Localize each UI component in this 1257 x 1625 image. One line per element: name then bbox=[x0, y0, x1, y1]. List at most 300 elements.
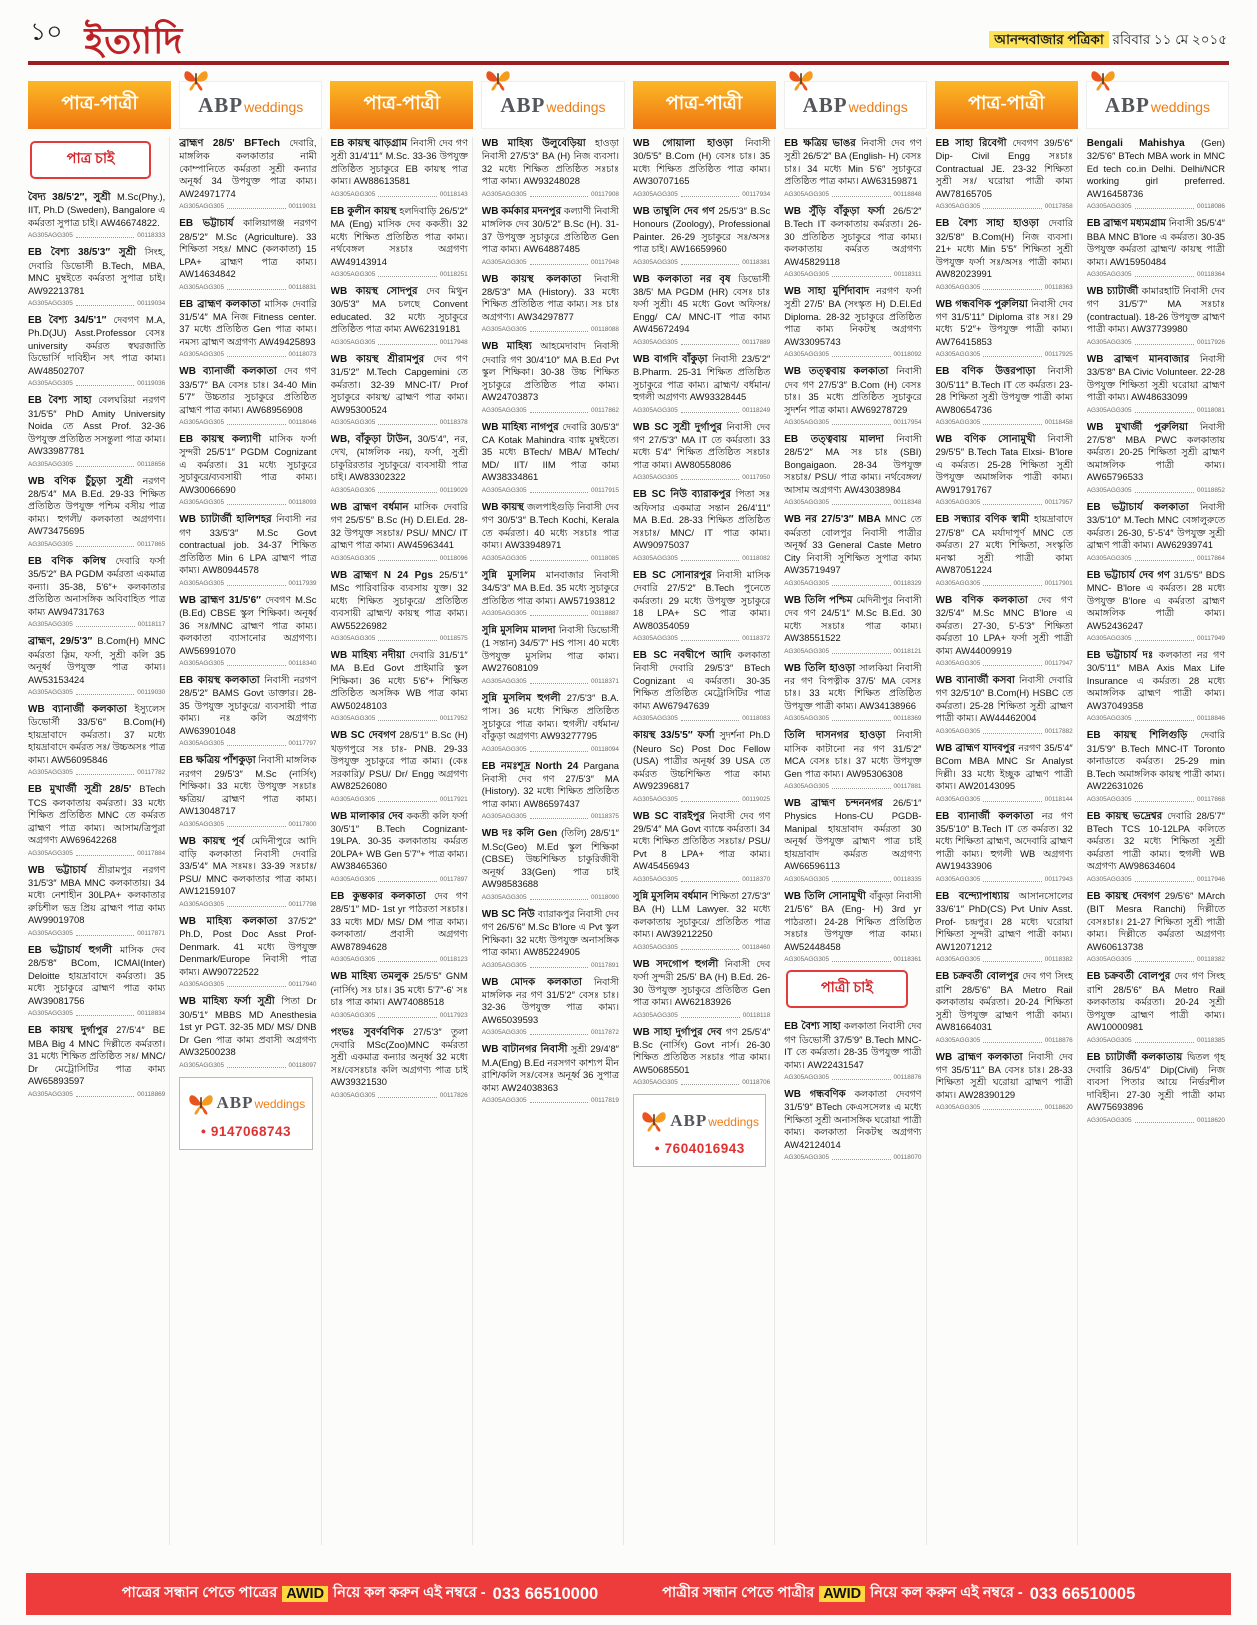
ad-serial-number: 00118121 bbox=[893, 647, 922, 655]
butterfly-icon bbox=[187, 1092, 215, 1116]
leader-dots bbox=[681, 196, 740, 197]
ad-serial-number: 00117819 bbox=[591, 1097, 619, 1105]
ad-text: WB, বাঁকুড়া টাউন, 30/5'4″, নর, দেখ, (মাঙ্গলিক নয়), ফর্সা, সুশ্রী চাকুরিরতার সুচাকুরে/ ব্যবসায়ী পাত্র চাই। AW83302322 bbox=[330, 433, 468, 483]
ad-serial-number: 00117782 bbox=[137, 769, 166, 777]
ad-agency-code: AG305AGG305 bbox=[1086, 486, 1132, 494]
leader-dots bbox=[378, 424, 437, 425]
ad-reference-line bbox=[28, 380, 165, 387]
ad-reference-line bbox=[482, 962, 619, 969]
ad-title: WB SC বারইপুর bbox=[633, 810, 710, 822]
ad-serial-number: 00118329 bbox=[893, 579, 922, 587]
classified-ad bbox=[28, 944, 165, 1017]
ad-title: EB SC সোনারপুর bbox=[633, 569, 717, 581]
ad-aw-code: AW45672494 bbox=[633, 323, 690, 335]
ad-text: EB SC নিউ ব্যারাকপুর পিতা সঃ অফিসার একমাত্র সন্তান 26/4'11″ MA B.Ed. 28-33 শিক্ষিত প্রতিষ্ঠিত সঃচাঃ/ MNC/ IT পাত্র কাম্য। AW90975037 bbox=[633, 488, 771, 551]
ad-agency-code: AG305AGG305 bbox=[784, 579, 830, 587]
classified-ad bbox=[633, 810, 770, 883]
abp-logo-text: ABP bbox=[802, 92, 848, 117]
ad-serial-number: 00118876 bbox=[893, 1074, 922, 1082]
classified-ad bbox=[331, 729, 468, 802]
ad-text: WB বণিক কলকাতা দেব গণ 32/5'4″ M.Sc MNC B'lore এ কর্মরত। 27-30, 5'-5'3″ শিক্ষিতা কর্মরতা 10 LPA+ ফর্সা সুশ্রী পাত্রী কাম্য AW44009919 bbox=[935, 593, 1073, 656]
ad-agency-code: AG305AGG305 bbox=[1086, 554, 1132, 562]
ad-aw-code: AW66596113 bbox=[784, 860, 841, 872]
ad-text: WB ব্যানার্জী কলকাতা ইস্যুলেস ডিভোর্সী 33/5'6″ B.Com(H) হায়দ্রাবাদে কর্মরতা। 37 মধ্যে হায়দ্রাবাদে কর্মরত সঃ/ উচ্চঅসঃ পাত্র কাম্য। AW56095846 bbox=[28, 703, 166, 765]
ad-aw-code: AW64887485 bbox=[523, 243, 580, 255]
ad-reference-line bbox=[1087, 796, 1225, 803]
weddings-logo-text: weddings bbox=[254, 1096, 306, 1111]
ad-agency-code: AG305AGG305 bbox=[633, 338, 678, 346]
classified-ad bbox=[331, 890, 468, 963]
ad-serial-number: 00119031 bbox=[288, 203, 317, 211]
groom-hotline-text: পাত্রের সন্ধান পেতে পাত্রের bbox=[121, 1585, 278, 1601]
ad-serial-number: 00117798 bbox=[288, 900, 317, 908]
ad-title: EB তত্ত্ববায় মালদা bbox=[784, 434, 897, 446]
ad-serial-number: 00117948 bbox=[439, 338, 468, 346]
classified-ad bbox=[331, 970, 468, 1018]
classified-ad bbox=[784, 365, 921, 426]
ad-reference-line bbox=[784, 876, 921, 883]
leader-dots bbox=[530, 1034, 589, 1035]
classified-ad bbox=[1087, 890, 1225, 963]
ad-title: EB কুলীন কায়স্থ bbox=[330, 205, 400, 217]
leader-dots bbox=[76, 1096, 135, 1097]
leader-dots bbox=[76, 305, 135, 306]
classified-ad bbox=[331, 810, 468, 883]
ad-reference-line bbox=[179, 284, 316, 291]
ad-agency-code: AG305AGG305 bbox=[481, 961, 527, 969]
ad-serial-number: 00118620 bbox=[1197, 1116, 1225, 1124]
ad-text: EB চক্রবর্তী বোলপুর দেব গণ সিংহ রাশি 28/5'6″ BA Metro Rail কলকাতায় কর্মরতা। 20-24 সুশ্রী উপযুক্ত ব্রাহ্মণ পাত্রী কাম্য। AW10000981 bbox=[1086, 970, 1225, 1033]
ad-serial-number: 00118364 bbox=[1197, 271, 1225, 279]
ad-text: WB ব্রাহ্মণ যাদবপুর নরগণ 35/5'4″ BCom MBA MNC Sr Analyst দিল্লী। 33 মধ্যে ইচ্ছুক ব্রাহ্মণ পাত্রী কাম্য। AW20143095 bbox=[935, 741, 1073, 792]
ad-serial-number: 00119029 bbox=[439, 486, 468, 494]
ad-reference-line bbox=[482, 259, 619, 266]
ad-agency-code: AG305AGG305 bbox=[1086, 1116, 1132, 1124]
leader-dots bbox=[983, 1042, 1042, 1043]
ad-title: EB ভট্টাচার্য bbox=[179, 218, 244, 230]
category-box-3: পাত্র-পাত্রী bbox=[330, 81, 473, 129]
leader-dots bbox=[1135, 208, 1195, 209]
ad-agency-code: AG305AGG305 bbox=[330, 635, 376, 643]
brand-box-2 bbox=[179, 81, 322, 129]
leader-dots bbox=[1135, 344, 1195, 345]
leader-dots bbox=[378, 961, 437, 962]
ad-agency-code: AG305AGG305 bbox=[28, 621, 73, 629]
ad-text: WB কর্মকার মদনপুর কল্যাণী নিবাসী মাঙ্গলিক দেব 30/5'2″ B.Sc (H). 31-37 উপযুক্ত সুচাকুরে প্রতিষ্ঠিত Gen পাত্র কাম্য। AW64887485 bbox=[481, 204, 619, 255]
ad-reference-line bbox=[784, 271, 921, 278]
section-header-box: পাত্রী চাই bbox=[786, 970, 907, 1008]
ad-title: WB বাটানগর নিবাসী bbox=[481, 1044, 571, 1056]
ad-serial-number: 00118831 bbox=[288, 283, 317, 291]
leader-dots bbox=[378, 492, 437, 493]
ad-reference-line bbox=[1087, 203, 1225, 210]
ad-reference-line bbox=[28, 689, 165, 696]
ad-agency-code: AG305AGG305 bbox=[179, 203, 225, 211]
ad-serial-number: 00117940 bbox=[288, 981, 317, 989]
ad-title: EB ভট্টাচার্য দঃ bbox=[1086, 650, 1159, 662]
category-box-7: পাত্র-পাত্রী bbox=[935, 81, 1078, 129]
leader-dots bbox=[530, 683, 589, 684]
ad-aw-code: AW90975037 bbox=[633, 539, 690, 551]
ad-reference-line bbox=[331, 876, 468, 883]
ad-serial-number: 00118118 bbox=[742, 1011, 771, 1019]
ad-text: EB ব্রাহ্মণ কলকাতা মাসিক দেবারি 31/5'4″ MA নিজ Fitness center. 37 মধ্যে প্রতিষ্ঠিত Gen পাত্র কাম্য। নমস্য ব্রাহ্মণ অগ্রগণ্য AW49425893 bbox=[179, 297, 317, 347]
ad-serial-number: 00117949 bbox=[1197, 635, 1225, 643]
ad-serial-number: 00118846 bbox=[1197, 715, 1225, 723]
classified-ad bbox=[28, 394, 165, 467]
ad-reference-line bbox=[784, 580, 921, 587]
abp-weddings-promo-box bbox=[179, 1077, 312, 1150]
ad-title: WB বণিক সোনামুখী bbox=[935, 434, 1048, 446]
ad-reference-line bbox=[633, 191, 770, 198]
category-box-1: পাত্র-পাত্রী bbox=[28, 81, 171, 129]
ad-serial-number: 00118887 bbox=[591, 610, 619, 618]
ad-aw-code: AW93277795 bbox=[540, 730, 598, 742]
ad-aw-code: AW22431547 bbox=[807, 1058, 864, 1070]
ad-text: WB সুঁড়ি বাঁকুড়া ফর্সা 26/5'2″ B.Tech IT কলকাতায় কর্মরতা। 26-30 প্রতিষ্ঠিত সুচাকুরে পাত্র কাম্য। কলকাতায় কর্মরত অগ্রগণ্য AW45829118 bbox=[784, 204, 922, 267]
ad-agency-code: AG305AGG305 bbox=[784, 499, 830, 507]
classified-ad bbox=[482, 137, 619, 198]
ad-serial-number: 00118382 bbox=[1044, 956, 1073, 964]
ad-text: সুন্নি মুসলিম মানবাজার নিবাসী 34/5'3″ MA B.Ed. 35 মধ্যে সুচাকুরে প্রতিষ্ঠিত পাত্র কাম্য। AW57193812 bbox=[481, 568, 619, 606]
ad-text: তিলি দাসনগর হাওড়া নিবাসী মাসিক কাটানো নর গণ 31/5'2″ MCA বেসঃ চাঃ। 37 মধ্যে উপযুক্ত Gen পাত্র কাম্য। AW95306308 bbox=[784, 729, 922, 779]
classified-ad bbox=[482, 760, 619, 821]
ad-agency-code: AG305AGG305 bbox=[935, 579, 981, 587]
ad-aw-code: AW32500238 bbox=[179, 1046, 236, 1058]
awid-badge: AWID bbox=[819, 1586, 865, 1602]
ad-serial-number: 00117891 bbox=[591, 961, 619, 969]
leader-dots bbox=[76, 1015, 135, 1016]
ad-serial-number: 00118378 bbox=[439, 419, 468, 427]
classified-ad bbox=[482, 569, 619, 617]
ad-serial-number: 00118070 bbox=[893, 1154, 922, 1162]
leader-dots bbox=[1135, 1042, 1195, 1043]
ad-agency-code: AG305AGG305 bbox=[784, 190, 830, 198]
weddings-logo-text: weddings bbox=[848, 98, 908, 115]
ad-text: EB কায়স্থ কল্যাণী মাসিক ফর্সা সুন্দরী 25/5'1″ PGDM Cognizant এ কর্মরতা। 31 মধ্যে সুচাকুরে সুচাকুরে/ব্যবসায়ী পাত্র কাম্য। AW30066690 bbox=[179, 433, 317, 495]
classified-ad bbox=[633, 569, 770, 642]
ad-serial-number: 00117939 bbox=[288, 579, 317, 587]
classified-ad bbox=[1087, 137, 1225, 210]
ad-reference-line bbox=[331, 715, 468, 722]
ad-reference-line bbox=[331, 796, 468, 803]
ad-aw-code: AW85224905 bbox=[523, 946, 580, 958]
classified-ad bbox=[633, 729, 770, 802]
ad-text: WB মোদক কলকাতা নিবাসী মাঙ্গলিক নর গণ 31/5'2″ বেসঃ চাঃ। 32-36 উপযুক্ত পাত্র কাম্য। AW65039593 bbox=[481, 975, 619, 1025]
butterfly-icon bbox=[640, 1109, 668, 1133]
ad-reference-line bbox=[28, 930, 165, 937]
ad-aw-code: AW45456943 bbox=[633, 860, 690, 872]
leader-dots bbox=[227, 745, 286, 746]
ad-reference-line bbox=[482, 407, 619, 414]
paper-info bbox=[989, 29, 1227, 57]
ad-serial-number: 00117897 bbox=[439, 875, 468, 883]
ad-agency-code: AG305AGG305 bbox=[935, 419, 981, 427]
ad-aw-code: AW68956908 bbox=[246, 403, 303, 415]
ad-title: WB ভট্টাচার্য bbox=[28, 864, 98, 876]
classified-ad bbox=[784, 662, 921, 723]
ad-reference-line bbox=[331, 191, 468, 198]
ad-text: EB ক্ষত্রিয় ভাঙর নিবাসী দেব গণ সুশ্রী 26/5'2″ BA (English- H) বেসঃ চাঃ। 34 মধ্যে Min 5'6″ সুচাকুরে প্রতিষ্ঠিত পাত্র কাম্য। AW63159871 bbox=[784, 137, 922, 187]
abp-logo-text: ABP bbox=[500, 92, 546, 117]
leader-dots bbox=[983, 504, 1042, 505]
ad-reference-line bbox=[482, 1097, 619, 1104]
ad-aw-code: AW42124014 bbox=[784, 1138, 841, 1150]
ad-reference-line bbox=[28, 461, 165, 468]
ad-reference-line bbox=[1087, 407, 1225, 414]
ad-aw-code: AW57193812 bbox=[558, 594, 616, 606]
ad-title: WB, বাঁকুড়া টাউন, bbox=[330, 434, 418, 446]
leader-dots bbox=[681, 720, 740, 721]
classified-ad bbox=[482, 1043, 619, 1104]
leader-dots bbox=[832, 881, 891, 882]
ad-reference-line bbox=[784, 1154, 921, 1161]
bride-hotline-text: পাত্রীর সন্ধান পেতে পাত্রীর bbox=[662, 1585, 815, 1601]
leader-dots bbox=[983, 356, 1042, 357]
ad-text: WB ব্যানার্জী কলকাতা দেব গণ 33/5'7″ BA বেসঃ চাঃ। 34-40 Min 5'7″ উচ্চতার সুচাকুরে প্রতিষ্ঠিত ব্রাহ্মণ পাত্র কাম্য। AW68956908 bbox=[179, 365, 317, 415]
ad-reference-line bbox=[482, 746, 619, 753]
abp-weddings-logo bbox=[1105, 93, 1210, 118]
ad-agency-code: AG305AGG305 bbox=[179, 351, 225, 359]
ad-reference-line bbox=[482, 610, 619, 617]
ad-text: WB কায়স্থ জলপাইগুড়ি নিবাসী দেব গণ 30/5'3″ B.Tech Kochi, Kerala তে কর্মরতা। 40 মধ্যে সঃচাঃ পাত্র কাম্য। AW33948971 bbox=[481, 500, 619, 551]
ad-aw-code: AW92396817 bbox=[633, 780, 690, 792]
ad-reference-line bbox=[633, 407, 770, 414]
classified-ad bbox=[179, 298, 316, 359]
ad-reference-line bbox=[1087, 555, 1225, 562]
classified-ad bbox=[28, 864, 165, 937]
classified-ad bbox=[28, 783, 165, 856]
ad-title: EB ক্ষত্রিয় ভাঙর bbox=[784, 138, 861, 149]
leader-dots bbox=[530, 615, 589, 616]
classified-ad bbox=[633, 421, 770, 482]
ad-aw-code: AW48633099 bbox=[1131, 391, 1188, 403]
ad-title: EB কুম্ভকার কলকাতা bbox=[330, 890, 434, 902]
ad-reference-line bbox=[482, 191, 619, 198]
phone-bullet-icon: ● bbox=[200, 1125, 207, 1136]
ad-title: EB সাহা রিবেগী bbox=[935, 138, 1013, 149]
ad-text: WB মাহিষ্য উলুবেড়িয়া হাওড়া নিবাসী 27/5'3″ BA (H) নিজ ব্যবসা। 32 মধ্যে শিক্ষিত প্রতিষ্ঠিত সঃচাঃ পাত্র কাম্য। AW93248028 bbox=[481, 137, 619, 187]
ad-title: EB চ্যাটার্জী কলকাতায় bbox=[1086, 1051, 1188, 1063]
ad-serial-number: 00117800 bbox=[288, 820, 317, 828]
ad-agency-code: AG305AGG305 bbox=[1086, 271, 1132, 279]
leader-dots bbox=[832, 1079, 891, 1080]
ad-agency-code: AG305AGG305 bbox=[28, 689, 73, 697]
ad-agency-code: AG305AGG305 bbox=[633, 795, 678, 803]
ad-text: WB SC দেবগণ 28/5'1″ B.Sc (H) খড়গপুরে সঃ চাঃ- PNB. 29-33 উপযুক্ত সুচাকুরে পাত্র কাম্য। (কেঃ সরকারি)/ PSU/ Dr/ Engg অগ্রগণ্য AW82526080 bbox=[330, 729, 468, 792]
ad-serial-number: 00118382 bbox=[1197, 956, 1225, 964]
leader-dots bbox=[378, 1017, 437, 1018]
ad-reference-line bbox=[784, 191, 921, 198]
ad-reference-line bbox=[331, 555, 468, 562]
ad-text: EB বণিক কলিম্ব দেবারি ফর্সা 35/5'2″ BA PGDM কর্মরতা একমাত্র কন্যা। 35-38, 5'6″+ কলকাতার প্রতিষ্ঠিত অনাসঙ্গিক অবিবাহিত পাত্র কাম্য AW94731763 bbox=[28, 554, 166, 617]
ad-aw-code: AW33948971 bbox=[504, 539, 562, 551]
abp-weddings-logo bbox=[500, 93, 605, 118]
ad-text: ব্রাহ্মণ, 29/5'3″ B.Com(H) MNC কর্মরতা স্লিম, ফর্সা, সুশ্রী কলি 35 অনূর্ধ্ব উপযুক্ত পাত্র কাম্য। AW53153424 bbox=[28, 635, 166, 685]
leader-dots bbox=[530, 412, 589, 413]
ad-title: WB ব্রাহ্মণ কলকাতা bbox=[935, 1051, 1029, 1063]
ad-serial-number: 00118869 bbox=[137, 1090, 166, 1098]
ad-text: WB ব্রাহ্মণ 31/5'6″ দেবগণ M.Sc (B.Ed) CBSE স্কুল শিক্ষিকা। অনূর্ধ্ব 36 সঃ/MNC ব্রাহ্মণ পাত্র কাম্য। কলকাতা ব্যাসানোর অগ্রগণ্য। AW56991070 bbox=[179, 593, 317, 656]
ad-agency-code: AG305AGG305 bbox=[633, 715, 678, 723]
ad-column-1 bbox=[28, 137, 170, 1545]
leader-dots bbox=[1135, 492, 1195, 493]
ad-text: EB বৈশ্য সাহা হাওড়া দেবারি 32/5'8″ B.Com(H) নিজ ব্যবসা। 21+ মধ্যে Min 5'5″ শিক্ষিতা সুশ্রী উপযুক্ত ফর্সা সঃ/অসঃ পাত্রী কাম্য। AW82023991 bbox=[935, 217, 1073, 280]
ad-text: EB নমঃশূদ্র North 24 Pargana নিবাসী দেব গণ 27/5'3″ MA (History). 32 মধ্যে শিক্ষিত প্রতিষ্ঠিত পাত্র কাম্য। AW86597437 bbox=[481, 759, 619, 809]
ad-serial-number: 00117934 bbox=[742, 190, 771, 198]
ad-serial-number: 00118706 bbox=[742, 1079, 771, 1087]
ad-serial-number: 00118340 bbox=[288, 660, 317, 668]
ad-reference-line bbox=[936, 660, 1073, 667]
ad-text: WB ব্রাহ্মণ বর্ধমান মাসিক দেবারি গণ 25/5'5″ B.Sc (H) D.El.Ed. 28-32 উপযুক্ত সঃচাঃ/ PSU/ MNC/ IT ব্রাহ্মণ পাত্র কাম্য। AW45963441 bbox=[330, 500, 468, 551]
promo-phone: ● 7604016943 bbox=[654, 1141, 745, 1157]
ad-text: WB কায়স্থ কলকাতা নিবাসী 28/5'3″ MA (History). 33 মধ্যে শিক্ষিত প্রতিষ্ঠিত পাত্র কাম্য। সঃ চাঃ অগ্রগণ্য। AW34297877 bbox=[481, 272, 619, 322]
leader-dots bbox=[983, 208, 1042, 209]
ad-serial-number: 00118249 bbox=[742, 406, 771, 414]
ad-reference-line bbox=[936, 728, 1073, 735]
ad-text: EB বৈশ্য সাহা বেলঘরিয়া নরগণ 31/5'5″ PhD Amity University Noida তে Asst Prof. 32-36 উপযুক্ত প্রতিষ্ঠিত সসন্তুলা পাত্র কাম্য। AW33987781 bbox=[28, 394, 166, 457]
ad-aw-code: AW80558086 bbox=[674, 458, 732, 470]
classified-ad bbox=[633, 353, 770, 414]
leader-dots bbox=[681, 344, 740, 345]
abp-logo-text: ABP bbox=[1104, 92, 1150, 117]
ad-aw-code: AW92213781 bbox=[28, 284, 85, 296]
ad-reference-line bbox=[784, 648, 921, 655]
ad-reference-line bbox=[936, 351, 1073, 358]
classified-ad bbox=[936, 1051, 1073, 1112]
ad-agency-code: AG305AGG305 bbox=[935, 795, 981, 803]
leader-dots bbox=[378, 801, 437, 802]
ad-aw-code: AW15950484 bbox=[1109, 255, 1167, 267]
ad-serial-number: 00118086 bbox=[1197, 203, 1225, 211]
ad-aw-code: AW87894628 bbox=[330, 940, 387, 952]
ad-serial-number: 00118369 bbox=[893, 715, 922, 723]
ad-serial-number: 00118876 bbox=[1044, 1036, 1073, 1044]
classified-ad bbox=[1087, 970, 1225, 1043]
classified-ad bbox=[482, 273, 619, 334]
ad-text: WB তিলি পশ্চিম মেদিনীপুর নিবাসী দেব গণ 24/5'1″ M.Sc B.Ed. 30 মধ্যে সঃচাঃ পাত্র কাম্য। AW38551522 bbox=[784, 593, 922, 644]
ad-aw-code: AW87051224 bbox=[935, 564, 992, 576]
ad-title: EB বন্দ্যোপাধ্যায় bbox=[935, 890, 1019, 902]
ad-aw-code: AW62939741 bbox=[1156, 539, 1213, 551]
ad-aw-code: AW98634604 bbox=[1119, 860, 1176, 872]
ad-agency-code: AG305AGG305 bbox=[330, 338, 376, 346]
ad-text: WB মালাকার দেব ককতী কলি ফর্সা 30/5'1″ B.Tech Cognizant- 19LPA. 30-35 কলকাতায় কর্মরত 20LPA+ WB Gen 5'7″+ পাত্র কাম্য। AW38465360 bbox=[330, 809, 468, 872]
ad-serial-number: 00117948 bbox=[591, 258, 619, 266]
ad-reference-line bbox=[1087, 487, 1225, 494]
ad-aw-code: AW56991070 bbox=[179, 644, 236, 656]
ad-reference-line bbox=[936, 956, 1073, 963]
ad-agency-code: AG305AGG305 bbox=[935, 660, 981, 668]
classified-ad bbox=[784, 797, 921, 883]
ad-serial-number: 00117923 bbox=[439, 1011, 468, 1019]
ad-agency-code: AG305AGG305 bbox=[481, 1097, 527, 1105]
ad-agency-code: AG305AGG305 bbox=[28, 540, 73, 548]
bride-hotline bbox=[662, 1582, 1135, 1606]
leader-dots bbox=[681, 801, 740, 802]
ad-text: EB SC নবদ্বীপে আদি কলকাতা নিবাসী দেবারি 29/5'3″ BTech Cognizant এ কর্মরতা। 30-35 শিক্ষিত প্রতিষ্ঠিত মেট্রোসিটির পাত্র কাম্য AW67947639 bbox=[633, 649, 771, 711]
ad-reference-line bbox=[1087, 876, 1225, 883]
ad-aw-code: AW39321530 bbox=[330, 1076, 387, 1088]
ad-agency-code: AG305AGG305 bbox=[28, 1090, 73, 1098]
leader-dots bbox=[1135, 640, 1195, 641]
ad-text: WB তিলি হাওড়া সালকিয়া নিবাসী নর গণ বিপত্নীক 37/5' MA বেসঃ চাঃ। 33 মধ্যে শিক্ষিত প্রতিষ্ঠিত উপযুক্ত পাত্রী কাম্য। AW34138966 bbox=[784, 661, 922, 711]
classified-ad bbox=[1087, 421, 1225, 494]
ad-agency-code: AG305AGG305 bbox=[330, 554, 376, 562]
ad-title: EB ব্যানার্জী কলকাতা bbox=[935, 810, 1042, 822]
footer-hotline-bar bbox=[26, 1573, 1231, 1615]
ad-serial-number: 00118852 bbox=[1197, 486, 1225, 494]
ad-aw-code: AW75693896 bbox=[1086, 1101, 1144, 1113]
ad-text: WB মাহিষ্য নদীয়া দেবারি 31/5'1″ MA B.Ed Govt প্রাইমারি স্কুল শিক্ষিকা। 36 মধ্যে 5'6″+ শিক্ষিত প্রতিষ্ঠিত অসঙ্গিক WB পাত্র কাম্য AW50248103 bbox=[330, 649, 468, 711]
leader-dots bbox=[530, 1102, 589, 1103]
ad-reference-line bbox=[936, 1037, 1073, 1044]
ad-serial-number: 00118361 bbox=[893, 956, 922, 964]
ad-title: WB SC নিউ bbox=[481, 908, 538, 920]
ad-title: Bengali Mahishya bbox=[1086, 138, 1202, 149]
ad-agency-code: AG305AGG305 bbox=[330, 715, 376, 723]
classified-ad bbox=[936, 217, 1073, 290]
ad-serial-number: 00119025 bbox=[742, 795, 771, 803]
ad-text: পংভঃ সুবর্ণবণিক 27/5'3″ তুলা দেবারি MSc(Zoo)MNC কর্মরতা সুশ্রী একমাত্র কন্যার অনূর্ধ্ব 32 মধ্যে সঃ/বেসঃচাঃ কলি অগ্রগণ্য পাত্র চাই AW39321530 bbox=[330, 1025, 468, 1088]
ad-aw-code: AW24971774 bbox=[179, 187, 236, 199]
ad-text: EB সন্ধ্যার বণিক স্বামী হায়দ্রাবাদে 27/5'8″ CA মর্যাদাপূর্ণ MNC তে কর্মরত। 27 মধ্যে শিক্ষিতা, সংস্কৃতি মনস্কা সুশ্রী পাত্রী কাম্য AW87051224 bbox=[935, 513, 1073, 576]
leader-dots bbox=[530, 899, 589, 900]
ad-title: EB চক্রবর্তী বোলপুর bbox=[935, 971, 1023, 983]
ad-title: সুন্নি মুসলিম মালদা bbox=[481, 625, 559, 637]
classified-ad bbox=[633, 958, 770, 1019]
ad-text: WB ব্রাহ্মণ মানবাজার নিবাসী 33/5'8″ BA Civic Volunteer. 22-28 উপযুক্ত শিক্ষিতা সুশ্রী ঘরোয়া ব্রাহ্মণ পাত্রী কাম্য। AW48633099 bbox=[1086, 352, 1225, 403]
ad-serial-number: 00117889 bbox=[742, 338, 771, 346]
groom-hotline-text2: নিয়ে কল করুন এই নম্বরে - bbox=[333, 1585, 486, 1601]
ad-title: WB গন্ধবণিক পুরুলিয়া bbox=[935, 298, 1031, 310]
ad-serial-number: 00118090 bbox=[591, 893, 619, 901]
ad-title: ব্রাহ্মণ, 29/5'3″ bbox=[28, 636, 98, 648]
classified-ad bbox=[936, 970, 1073, 1043]
ad-aw-code: AW19433906 bbox=[935, 860, 992, 872]
ad-reference-line bbox=[28, 621, 165, 628]
ad-text: WB কায়স্থ শ্রীরামপুর দেব গণ 31/5'2″ M.Tech Capgemini তে কর্মরতা। 32-39 MNC-IT/ Prof সুচাকুরে কায়স্থ/ ব্রাহ্মণ পাত্র কাম্য। AW95300524 bbox=[330, 352, 468, 415]
classified-ad bbox=[784, 137, 921, 198]
leader-dots bbox=[227, 208, 286, 209]
ad-serial-number: 00118097 bbox=[288, 1061, 317, 1069]
ad-aw-code: AW46674822. bbox=[100, 216, 160, 228]
ad-reference-line bbox=[482, 487, 619, 494]
ad-serial-number: 00117957 bbox=[1044, 499, 1073, 507]
ad-text: WB ব্যানার্জী কসবা নিবাসী দেবারি গণ 32/5'10″ B.Com(H) HSBC তে কর্মরতা। 25-28 শিক্ষিতা সুশ্রী ব্রাহ্মণ পাত্রী কাম্য। AW44462004 bbox=[935, 674, 1073, 724]
ad-agency-code: AG305AGG305 bbox=[28, 300, 73, 308]
ad-agency-code: AG305AGG305 bbox=[179, 1061, 225, 1069]
ad-text: EB ভট্টাচার্য কলকাতা নিবাসী 33/5'10″ M.Tech MNC বেঙ্গালুরুতে কর্মরত। 26-30, 5'-5'4″ উপযুক্ত সুশ্রী ব্রাহ্মণ পাত্রী কাম্য। AW62939741 bbox=[1086, 500, 1225, 551]
classified-ad bbox=[1087, 810, 1225, 883]
ad-aw-code: AW27608109 bbox=[481, 662, 539, 674]
ad-title: EB মুখার্জী সুশ্রী 28/5' bbox=[28, 784, 140, 796]
leader-dots bbox=[76, 546, 135, 547]
ad-agency-code: AG305AGG305 bbox=[784, 875, 830, 883]
ad-agency-code: AG305AGG305 bbox=[935, 956, 981, 964]
ad-reference-line bbox=[936, 876, 1073, 883]
ad-aw-code: AW44009919 bbox=[955, 644, 1012, 656]
ad-reference-line bbox=[1087, 271, 1225, 278]
ad-aw-code: AW93328445 bbox=[689, 391, 747, 403]
ad-agency-code: AG305AGG305 bbox=[935, 875, 981, 883]
leader-dots bbox=[227, 665, 286, 666]
ad-title: WB মাহিষ্য bbox=[481, 341, 541, 353]
ad-text: বৈদ্য 38/5'2″, সুশ্রী M.Sc(Phy.), IIT, Ph.D (Sweden), Bangalore এ কর্মরতা সুপাত্র চাই। AW46674822. bbox=[28, 191, 166, 228]
ad-serial-number: 00118123 bbox=[439, 956, 468, 964]
ad-agency-code: AG305AGG305 bbox=[28, 1010, 73, 1018]
classified-ad bbox=[482, 205, 619, 266]
